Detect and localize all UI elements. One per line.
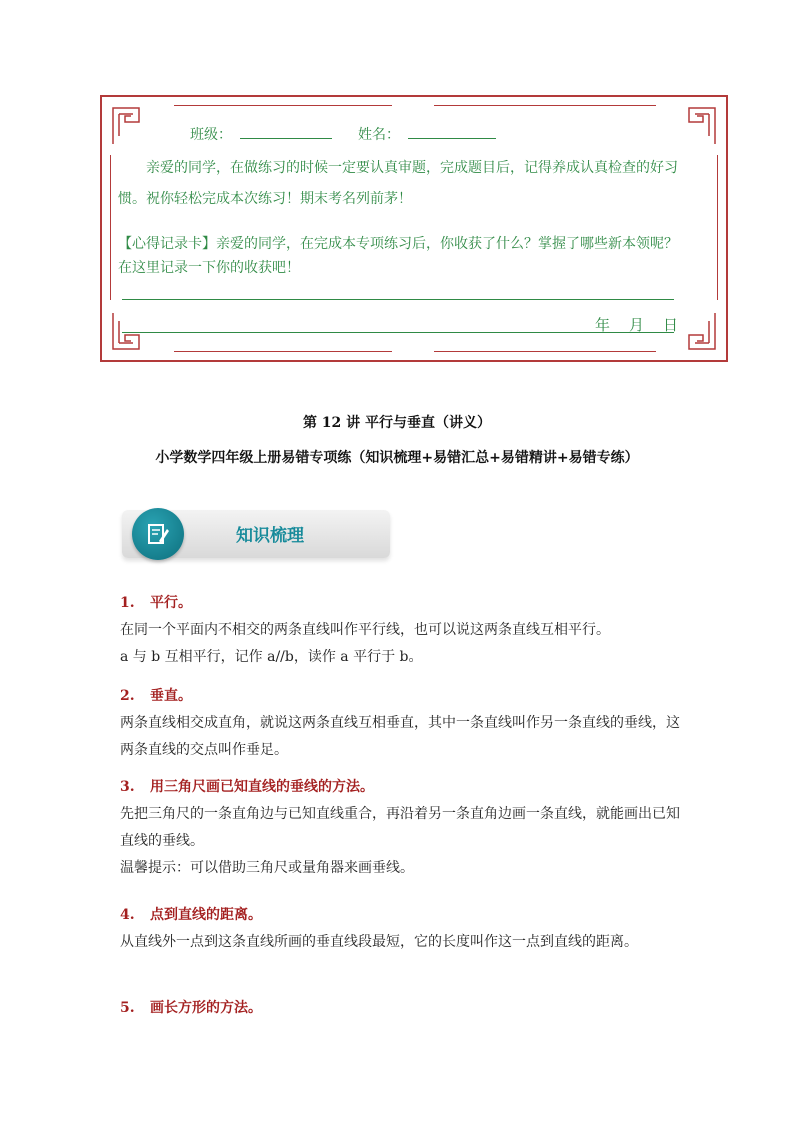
lesson-title: 第 12 讲 平行与垂直（讲义）: [302, 415, 492, 431]
section-number: 3.: [120, 779, 135, 795]
frame-line: [434, 351, 656, 352]
frame-line: [434, 105, 656, 106]
name-label: 姓名：: [358, 127, 400, 143]
section-paragraph: 在同一个平面内不相交的两条直线叫作平行线，也可以说这两条直线互相平行。: [120, 622, 610, 638]
corner-ornament-icon: [677, 106, 717, 146]
section-heading: 用三角尺画已知直线的垂线的方法。: [150, 779, 374, 795]
section-heading: 画长方形的方法。: [150, 1000, 262, 1016]
section-1: [120, 590, 680, 671]
section-number: 4.: [120, 907, 135, 923]
class-label: 班级：: [190, 127, 232, 143]
frame-line: [174, 351, 392, 352]
section-4: [120, 902, 680, 956]
corner-ornament-icon: [677, 311, 717, 351]
notepad-pen-icon: [132, 508, 184, 560]
section-heading: 垂直。: [150, 688, 192, 704]
section-5: [120, 995, 680, 1022]
student-info-line: [190, 124, 610, 144]
section-heading: 平行。: [150, 595, 192, 611]
section-paragraph: 两条直线相交成直角，就说这两条直线互相垂直，其中一条直线叫作另一条直线的垂线，这两条直线的交点叫作垂足。: [120, 715, 680, 758]
corner-ornament-icon: [111, 311, 151, 351]
lesson-subtitle: 小学数学四年级上册易错专项练（知识梳理+易错汇总+易错精讲+易错专练）: [155, 450, 639, 466]
date-field: 年 月 日: [594, 316, 680, 334]
frame-line: [717, 155, 718, 300]
section-heading: 点到直线的距离。: [150, 907, 262, 923]
name-field[interactable]: [408, 124, 496, 139]
section-3: [120, 774, 680, 882]
greeting-message: 亲爱的同学，在做练习的时候一定要认真审题，完成题目后，记得养成认真检查的好习惯。祝你轻松完成本次练习！期末考名列前茅！: [118, 160, 678, 207]
class-field[interactable]: [240, 124, 332, 139]
section-paragraph: 温馨提示：可以借助三角尺或量角器来画垂线。: [120, 860, 414, 876]
section-number: 5.: [120, 1000, 135, 1016]
frame-line: [110, 155, 111, 300]
record-write-line[interactable]: [122, 299, 674, 300]
frame-line: [174, 105, 392, 106]
section-paragraph: a 与 b 互相平行，记作 a//b，读作 a 平行于 b。: [120, 649, 423, 665]
section-2: [120, 683, 680, 764]
section-paragraph: 从直线外一点到这条直线所画的垂直线段最短，它的长度叫作这一点到直线的距离。: [120, 934, 638, 950]
section-number: 2.: [120, 688, 135, 704]
banner-label: 知识梳理: [236, 526, 304, 546]
corner-ornament-icon: [111, 106, 151, 146]
record-card-prompt: 【心得记录卡】亲爱的同学，在完成本专项练习后，你收获了什么？掌握了哪些新本领呢？在这里记录一下你的收获吧！: [118, 236, 678, 276]
section-number: 1.: [120, 595, 135, 611]
section-paragraph: 先把三角尺的一条直角边与已知直线重合，再沿着另一条直角边画一条直线，就能画出已知直线的垂线。: [120, 806, 680, 849]
